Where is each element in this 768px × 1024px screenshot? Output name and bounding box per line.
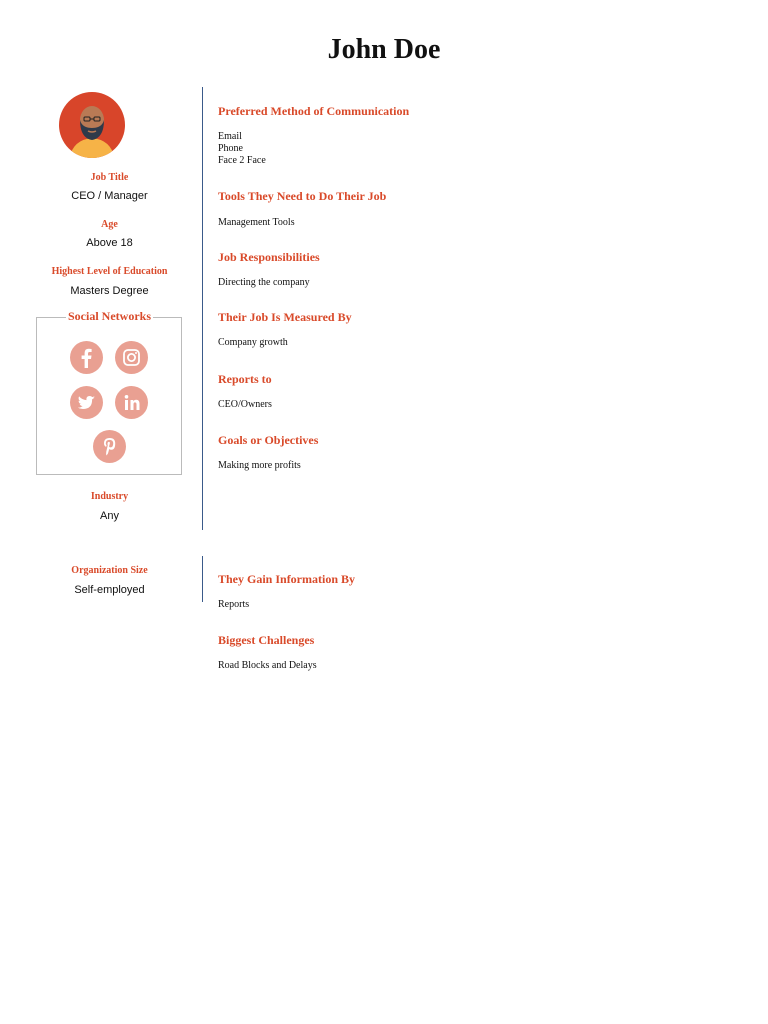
age-value: Above 18 [86, 237, 133, 249]
industry-label: Industry [90, 491, 129, 502]
twitter-icon[interactable] [70, 386, 103, 419]
instagram-icon[interactable] [115, 341, 148, 374]
challenges-text: Road Blocks and Delays [218, 660, 317, 671]
reports-to-heading: Reports to [218, 372, 272, 386]
org-size-value: Self-employed [74, 584, 145, 596]
education-value: Masters Degree [70, 285, 149, 297]
challenges-heading: Biggest Challenges [218, 633, 315, 647]
divider-bottom [202, 556, 203, 602]
tools-text: Management Tools [218, 217, 295, 228]
industry-value: Any [100, 510, 119, 522]
information-heading: They Gain Information By [218, 572, 356, 586]
measured-by-text: Company growth [218, 337, 288, 348]
information-text: Reports [218, 599, 250, 610]
divider-top [202, 87, 203, 530]
pinterest-icon[interactable] [93, 430, 126, 463]
age-label: Age [101, 219, 118, 230]
job-title-value: CEO / Manager [71, 190, 148, 202]
communication-item: Email [218, 131, 242, 142]
org-size-label: Organization Size [71, 565, 148, 576]
reports-to-text: CEO/Owners [218, 399, 272, 410]
education-label: Highest Level of Education [51, 266, 168, 277]
job-title-label: Job Title [90, 172, 129, 183]
goals-text: Making more profits [218, 460, 301, 471]
facebook-icon[interactable] [70, 341, 103, 374]
communication-heading: Preferred Method of Communication [218, 104, 410, 118]
goals-heading: Goals or Objectives [218, 433, 319, 447]
avatar [59, 92, 125, 158]
responsibilities-heading: Job Responsibilities [218, 250, 320, 264]
social-networks-title: Social Networks [68, 309, 151, 323]
communication-item: Phone [218, 143, 243, 154]
responsibilities-text: Directing the company [218, 277, 310, 288]
communication-item: Face 2 Face [218, 155, 266, 166]
persona-name: John Doe [327, 34, 441, 65]
measured-by-heading: Their Job Is Measured By [218, 310, 352, 324]
linkedin-icon[interactable] [115, 386, 148, 419]
tools-heading: Tools They Need to Do Their Job [218, 189, 387, 203]
